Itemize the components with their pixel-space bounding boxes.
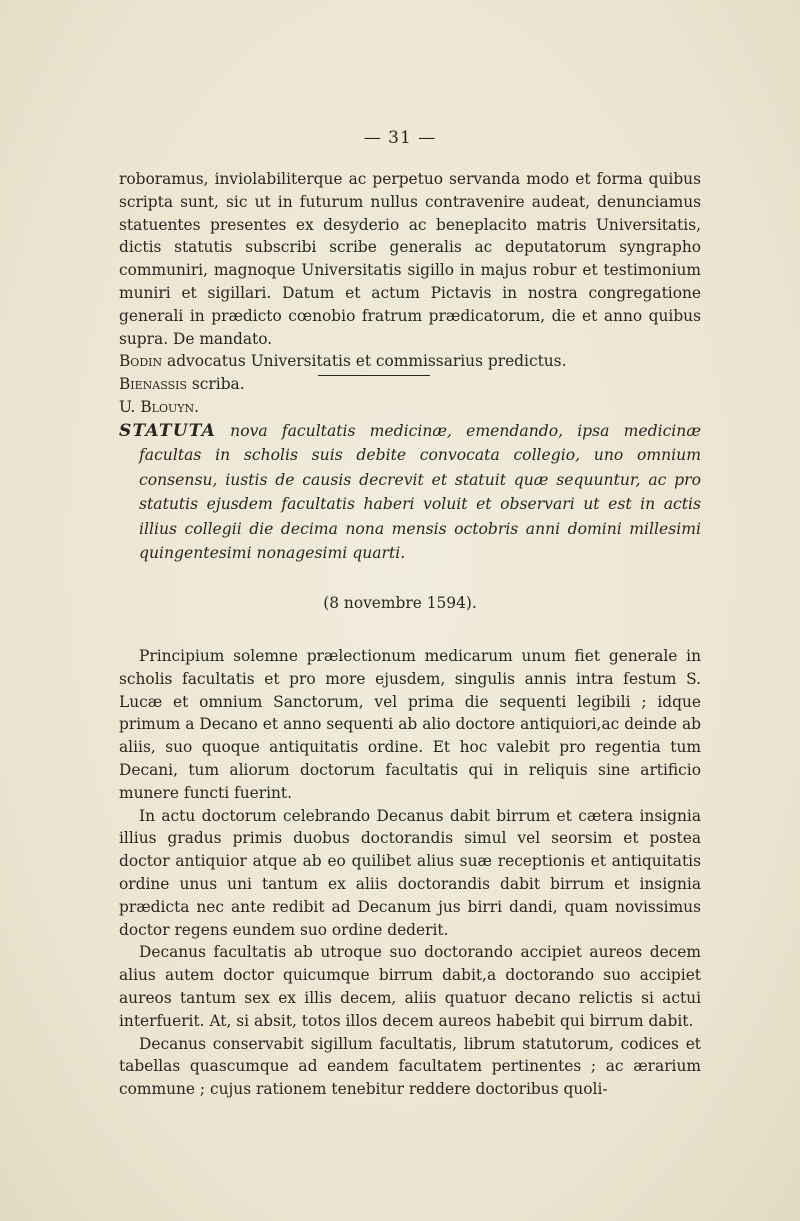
statute-date: (8 novembre 1594). <box>323 594 477 612</box>
article-paragraph: Decanus facultatis ab utroque suo doctorando accipiet aureos decem alius autem doctor quicumque birrum dabit,a doctorando suo accipiet aureos tantum sex ex illis decem, aliis quatuor decano relictis si actui interfuerit. At, si absit, totos illos decem aureos habebit qui birrum dabit. <box>119 943 701 1030</box>
article-paragraph: Principium solemne prælectionum medicarum unum fiet generale in scholis facultatis et pro more ejusdem, singulis annis intra festum S. Lucæ et omnium Sanctorum, vel prima die sequenti legibili ; idque primum a Decano et anno sequenti ab alio doctore antiquiori,ac deinde ab aliis, suo quoque antiquitatis ordine. Et hoc valebit pro regentia tum Decani, tum aliorum doctorum facultatis qui in reliquis sine artificio munere functi fuerint. <box>119 647 701 802</box>
article-paragraph: Decanus conservabit sigillum facultatis, librum statutorum, codices et tabellas quascumque ad eandem facultatem pertinentes ; ac ærarium commune ; cujus rationem tenebitur reddere doctoribus quoli- <box>119 1034 701 1099</box>
signature-role: . <box>194 397 200 416</box>
page-number: — 31 — <box>363 128 437 148</box>
signature-bienassis <box>119 373 701 396</box>
statute-articles <box>119 645 701 1101</box>
statuta-body: nova facultatis medicinæ, emendando, ipsa medicinæ facultas in scholis suis debite convocata collegio, uno omnium consensu, iustis de causis decrevit et statuit quæ sequuntur, ac pro statutis ejusdem facultatis haberi voluit et observari ut est in actis illius collegii die decima nona mensis octobris anni domini millesimi quingentesimi nonagesimi quarti. <box>139 422 701 563</box>
signature-bodin <box>119 350 701 373</box>
signature-role: advocatus Universitatis et commissarius predictus. <box>162 352 567 371</box>
signature-name: Blouyn <box>140 397 195 416</box>
statuta-text <box>119 419 701 565</box>
signature-name: Bienassis <box>119 375 188 394</box>
preamble-paragraph: roboramus, inviolabiliterque ac perpetuo servanda modo et forma quibus scripta sunt, sic ut in futurum nullus contravenire audeat, denunciamus statuentes presentes ex desyderio ac beneplacito matris Universitatis, dictis statutis subscribi scribe generalis ac deputatorum syngrapho communiri, magnoque Universitatis sigillo in majus robur et testimonium muniri et sigillari. Datum et actum Pictavis in nostra congregatione generali in prædicto cœnobio fratrum prædicatorum, die et anno quibus supra. De mandato. <box>119 170 701 348</box>
preamble-block <box>119 168 701 419</box>
article-paragraph: In actu doctorum celebrando Decanus dabit birrum et cætera insignia illius gradus primis duobus doctorandis simul vel seorsim et postea doctor antiquior atque ab eo quilibet alius suæ receptionis et antiquitatis ordine unus uni tantum ex aliis doctorandis dabit birrum et insignia prædicta nec ante redibit ad Decanum jus birri dandi, quam novissimus doctor regens eundem suo ordine dederit. <box>119 806 701 939</box>
signature-blouyn <box>119 396 701 419</box>
section-divider <box>318 375 430 376</box>
statuta-heading <box>119 419 701 565</box>
signature-role: scriba. <box>187 375 245 394</box>
statuta-lead-word: STATUTA <box>119 421 217 441</box>
signature-initial: U. <box>119 397 141 416</box>
signature-name: Bodin <box>119 352 163 371</box>
